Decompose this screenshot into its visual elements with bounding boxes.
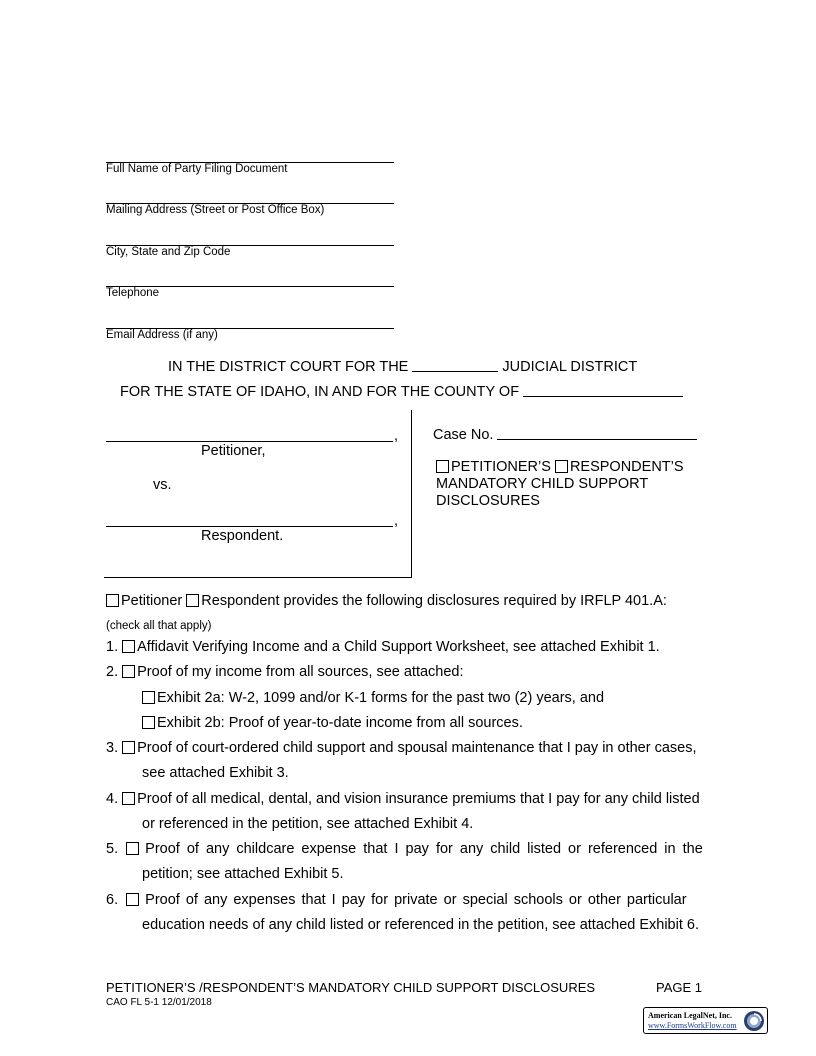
respondent-comma: , [394, 513, 399, 529]
item-2-checkbox[interactable] [122, 665, 135, 678]
petitioner-caption-label: Petitioner, [201, 443, 266, 459]
title-petitioner-checkbox[interactable] [436, 460, 449, 473]
item-2b-text: Exhibit 2b: Proof of year-to-date income from all sources. [157, 715, 523, 731]
footer-form-code: CAO FL 5-1 12/01/2018 [106, 997, 212, 1008]
item-2-number: 2. [106, 664, 119, 680]
title-respondent-checkbox[interactable] [555, 460, 568, 473]
caption-vertical-rule [411, 410, 412, 577]
item-1-checkbox[interactable] [122, 640, 135, 653]
item-1-number: 1. [106, 639, 119, 655]
item-2b-checkbox[interactable] [142, 716, 155, 729]
item-6-text: Proof of any expenses that I pay for private or special schools or other particular [145, 892, 687, 908]
respondent-caption-label: Respondent. [201, 528, 284, 544]
respondent-name-line[interactable] [106, 526, 393, 527]
brand-name: American LegalNet, Inc. [648, 1011, 732, 1020]
item-5-checkbox[interactable] [126, 842, 139, 855]
item-6-checkbox[interactable] [126, 893, 139, 906]
list-item-5 [106, 841, 703, 857]
petitioner-comma: , [394, 428, 399, 444]
court-line1-prefix: IN THE DISTRICT COURT FOR THE [168, 359, 409, 375]
telephone-label: Telephone [106, 287, 160, 299]
email-label: Email Address (if any) [106, 329, 218, 341]
item-6-continuation: education needs of any child listed or referenced in the petition, see attached Exhibit 6. [142, 917, 699, 933]
full-name-label: Full Name of Party Filing Document [106, 163, 288, 175]
item-2a-text: Exhibit 2a: W-2, 1099 and/or K-1 forms for the past two (2) years, and [157, 690, 605, 706]
check-all-note: (check all that apply) [106, 620, 212, 632]
title-petitioner-label: PETITIONER’S [451, 459, 551, 475]
american-legalnet-badge[interactable] [643, 1007, 768, 1034]
case-number-row [433, 426, 697, 443]
title-respondent-label: RESPONDENT’S [569, 459, 684, 475]
case-number-label: Case No. [433, 427, 494, 443]
judicial-district-field[interactable] [412, 358, 498, 372]
document-title-line2: MANDATORY CHILD SUPPORT [436, 476, 649, 492]
court-line2-text: FOR THE STATE OF IDAHO, IN AND FOR THE COUNTY OF [120, 384, 520, 400]
vs-label: vs. [153, 477, 172, 493]
list-item-2a [142, 690, 604, 706]
intro-petitioner-label: Petitioner [121, 593, 183, 609]
item-5-text: Proof of any childcare expense that I pay for any child listed or referenced in the [145, 841, 703, 857]
item-2a-checkbox[interactable] [142, 691, 155, 704]
city-state-zip-label: City, State and Zip Code [106, 246, 231, 258]
item-4-number: 4. [106, 791, 119, 807]
petitioner-name-line[interactable] [106, 441, 393, 442]
item-3-text: Proof of court-ordered child support and spousal maintenance that I pay in other cases, [137, 740, 697, 756]
list-item-2b [142, 715, 523, 731]
footer-page-number: PAGE 1 [656, 980, 703, 995]
mailing-address-label: Mailing Address (Street or Post Office Box) [106, 204, 325, 216]
list-item-1 [106, 639, 660, 655]
intro-respondent-text: Respondent provides the following disclosures required by IRFLP 401.A: [201, 593, 667, 609]
court-line1-suffix: JUDICIAL DISTRICT [502, 359, 638, 375]
court-heading-line2 [120, 383, 683, 400]
county-field[interactable] [523, 383, 683, 397]
item-5-number: 5. [106, 841, 119, 857]
item-3-continuation: see attached Exhibit 3. [142, 765, 289, 781]
item-3-number: 3. [106, 740, 119, 756]
document-title-line1 [436, 459, 684, 475]
brand-url[interactable]: www.FormsWorkFlow.com [648, 1021, 737, 1030]
document-title-line3: DISCLOSURES [436, 493, 540, 509]
item-3-checkbox[interactable] [122, 741, 135, 754]
footer-title: PETITIONER’S /RESPONDENT’S MANDATORY CHILD SUPPORT DISCLOSURES [106, 980, 596, 995]
item-2-text: Proof of my income from all sources, see attached: [137, 664, 464, 680]
case-number-field[interactable] [497, 426, 697, 440]
item-4-checkbox[interactable] [122, 792, 135, 805]
item-4-text: Proof of all medical, dental, and vision insurance premiums that I pay for any child listed [137, 791, 700, 807]
disclosure-intro [106, 593, 667, 609]
intro-respondent-checkbox[interactable] [186, 594, 199, 607]
list-item-6 [106, 892, 687, 908]
item-4-continuation: or referenced in the petition, see attached Exhibit 4. [142, 816, 474, 832]
item-5-continuation: petition; see attached Exhibit 5. [142, 866, 344, 882]
intro-petitioner-checkbox[interactable] [106, 594, 119, 607]
formsworkflow-logo-icon [743, 1010, 765, 1032]
item-1-text: Affidavit Verifying Income and a Child Support Worksheet, see attached Exhibit 1. [137, 639, 660, 655]
list-item-3 [106, 740, 697, 756]
list-item-2 [106, 664, 464, 680]
caption-bottom-rule [104, 577, 412, 578]
list-item-4 [106, 791, 700, 807]
item-6-number: 6. [106, 892, 119, 908]
court-heading-line1 [168, 358, 637, 375]
